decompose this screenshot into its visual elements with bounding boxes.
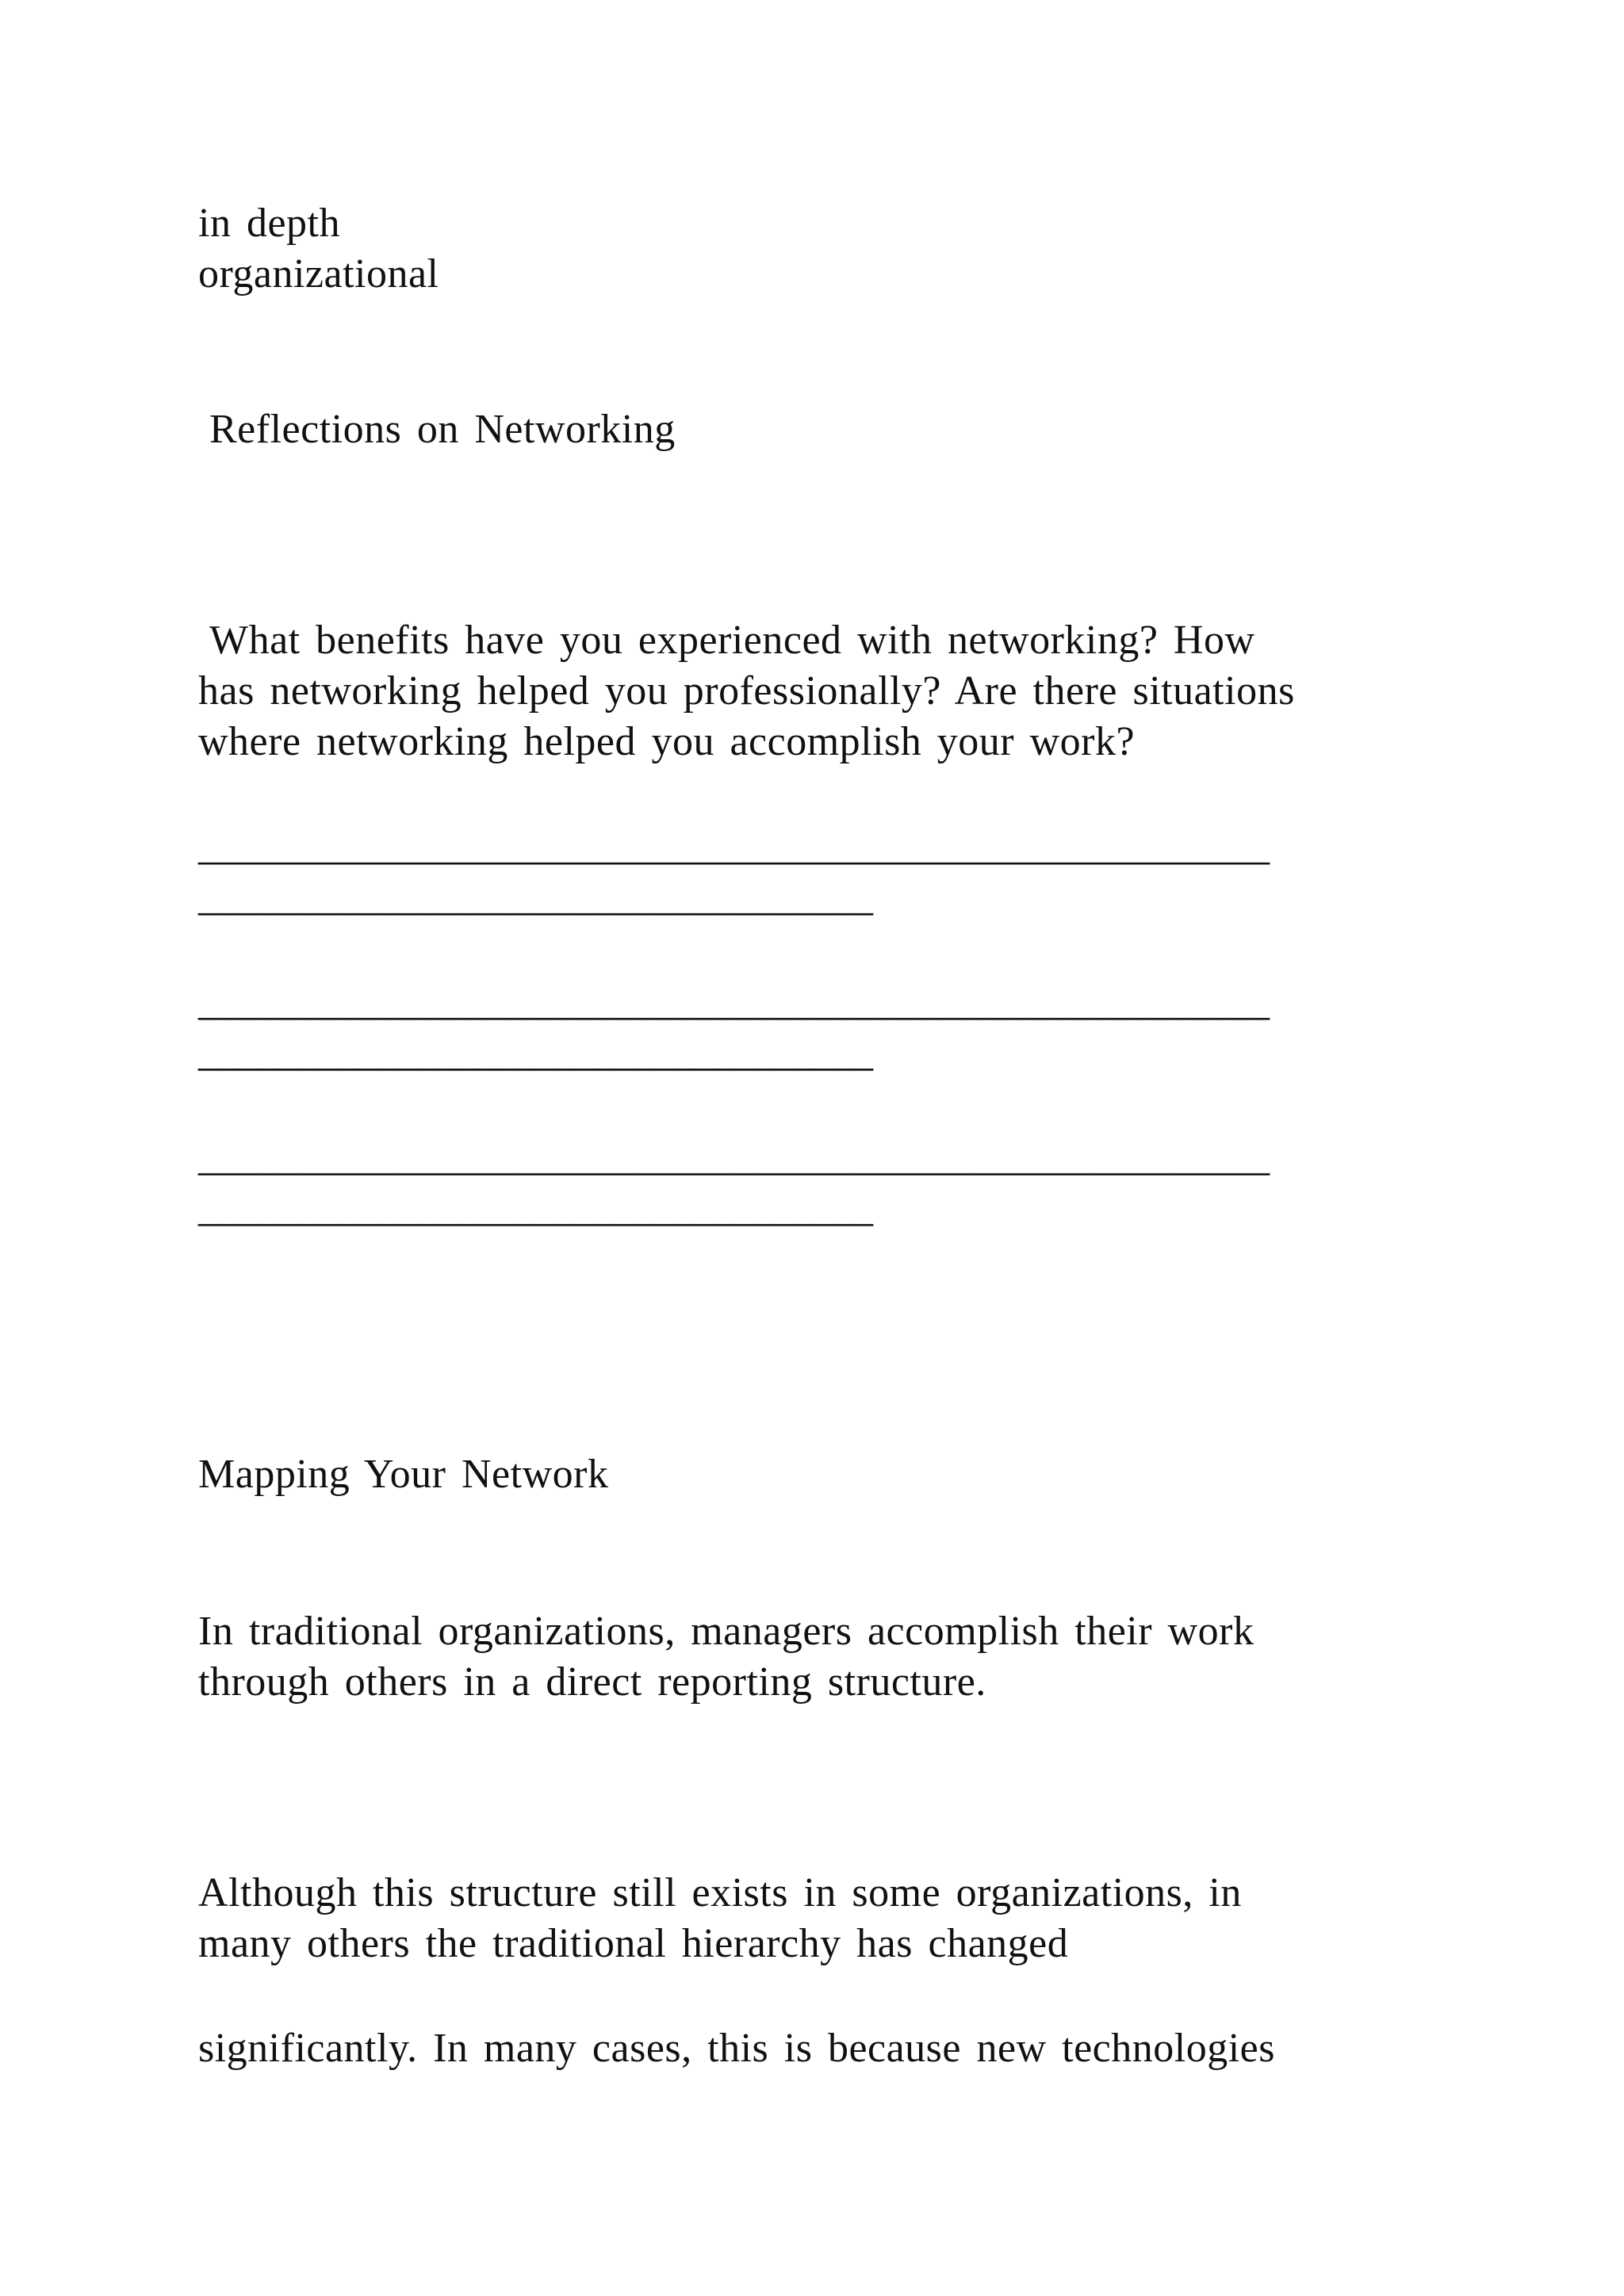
paragraph-2-line-2: many others the traditional hierarchy has changed [198, 1921, 1069, 1966]
answer-blank-2-line-2: __________________________________ [198, 1030, 872, 1075]
question-line-2: has networking helped you professionally? Are there situations [198, 668, 1295, 714]
section-title-mapping: Mapping Your Network [198, 1452, 609, 1497]
paragraph-3-line-1: significantly. In many cases, this is because new technologies [198, 2026, 1275, 2071]
header-line-1: in depth [198, 201, 340, 246]
section-title-reflections: Reflections on Networking [209, 407, 676, 452]
answer-blank-1-line-1: ______________________________________________________ [198, 824, 1269, 869]
paragraph-2-line-1: Although this structure still exists in some organizations, in [198, 1870, 1242, 1915]
answer-blank-3-line-2: __________________________________ [198, 1185, 872, 1230]
answer-blank-1-line-2: __________________________________ [198, 874, 872, 920]
paragraph-1-line-1: In traditional organizations, managers accomplish their work [198, 1609, 1254, 1654]
answer-blank-2-line-1: ______________________________________________________ [198, 979, 1269, 1024]
header-line-2: organizational [198, 251, 439, 297]
answer-blank-3-line-1: ______________________________________________________ [198, 1135, 1269, 1180]
question-line-1: What benefits have you experienced with networking? How [209, 618, 1255, 663]
paragraph-1-line-2: through others in a direct reporting structure. [198, 1659, 986, 1705]
question-line-3: where networking helped you accomplish your work? [198, 719, 1136, 764]
